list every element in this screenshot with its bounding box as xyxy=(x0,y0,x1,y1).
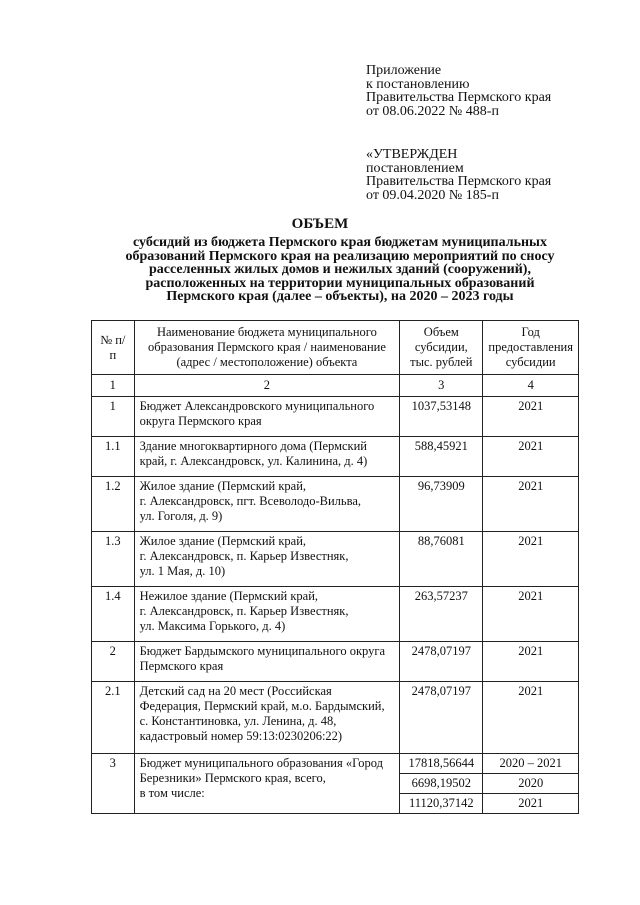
table-row xyxy=(92,437,579,477)
row-volume: 1037,53148 xyxy=(400,397,483,437)
row-year: 2021 xyxy=(483,587,579,642)
subtitle-line: Пермского края (далее – объекты), на 2020 – 2023 годы xyxy=(166,289,514,305)
row-name: Бюджет Александровского муниципального округа Пермского края xyxy=(134,397,400,437)
row-year: 2020 – 2021 xyxy=(483,754,579,774)
row-name: Здание многоквартирного дома (Пермский край, г. Александровск, ул. Калинина, д. 4) xyxy=(134,437,400,477)
row-name: Бюджет Бардымского муниципального округа Пермского края xyxy=(134,642,400,682)
table-row xyxy=(92,642,579,682)
row-num: 3 xyxy=(92,754,135,814)
table-row xyxy=(92,682,579,754)
row-name: Бюджет муниципального образования «Город Березники» Пермского края, всего, в том числе: xyxy=(134,754,400,814)
row-volume: 588,45921 xyxy=(400,437,483,477)
subtitle-line: образований Пермского края на реализацию мероприятий по сносу xyxy=(125,248,555,264)
row-num: 1.1 xyxy=(92,437,135,477)
row-year: 2021 xyxy=(483,642,579,682)
row-num: 2 xyxy=(92,642,135,682)
col-number: 4 xyxy=(483,375,579,397)
document-subtitle xyxy=(100,236,580,304)
row-year: 2020 xyxy=(483,774,579,794)
row-year: 2021 xyxy=(483,794,579,814)
row-volume: 6698,19502 xyxy=(400,774,483,794)
subtitle-line: расположенных на территории муниципальных образований xyxy=(145,275,535,291)
row-volume: 96,73909 xyxy=(400,477,483,532)
table-row xyxy=(92,397,579,437)
row-year: 2021 xyxy=(483,397,579,437)
appendix-block xyxy=(366,64,551,118)
row-num: 1.2 xyxy=(92,477,135,532)
approved-line: «УТВЕРЖДЕН xyxy=(366,147,458,162)
document-title: ОБЪЕМ xyxy=(291,216,349,232)
column-number-row xyxy=(92,375,579,397)
subtitle-line: расселенных жилых домов и нежилых зданий (сооружений), xyxy=(149,262,531,278)
approved-line: Правительства Пермского края xyxy=(366,174,552,189)
table-row xyxy=(92,754,579,774)
row-volume: 88,76081 xyxy=(400,532,483,587)
approved-line: постановлением xyxy=(366,160,464,176)
header-volume: Объем субсидии, тыс. рублей xyxy=(400,321,483,375)
row-year: 2021 xyxy=(483,437,579,477)
row-volume: 2478,07197 xyxy=(400,642,483,682)
approved-block xyxy=(366,148,551,202)
col-number: 3 xyxy=(400,375,483,397)
row-num: 1.4 xyxy=(92,587,135,642)
table-row xyxy=(92,477,579,532)
row-name: Нежилое здание (Пермский край, г. Александровск, п. Карьер Известняк, ул. Максима Горького, д. 4) xyxy=(134,587,400,642)
header-num: № п/п xyxy=(92,321,135,375)
subtitle-line: субсидий из бюджета Пермского края бюджетам муниципальных xyxy=(133,235,547,250)
row-num: 1 xyxy=(92,397,135,437)
appendix-line: от 08.06.2022 № 488-п xyxy=(366,103,499,119)
col-number: 1 xyxy=(92,375,135,397)
header-name: Наименование бюджета муниципального образования Пермского края / наименование (адрес / местоположение) объекта xyxy=(134,321,400,375)
row-volume: 2478,07197 xyxy=(400,682,483,754)
table-header-row xyxy=(92,321,579,375)
col-number: 2 xyxy=(134,375,400,397)
row-name: Жилое здание (Пермский край, г. Александровск, пгт. Всеволодо-Вильва, ул. Гоголя, д. 9) xyxy=(134,477,400,532)
row-name: Детский сад на 20 мест (Российская Федерация, Пермский край, м.о. Бардымский, с. Константиновка, ул. Ленина, д. 48, кадастровый номер 59:13:0230206:22) xyxy=(134,682,400,754)
row-year: 2021 xyxy=(483,532,579,587)
appendix-line: к постановлению xyxy=(366,76,470,92)
row-volume: 17818,56644 xyxy=(400,754,483,774)
table-row xyxy=(92,587,579,642)
header-year: Год предоставления субсидии xyxy=(483,321,579,375)
approved-line: от 09.04.2020 № 185-п xyxy=(366,187,499,203)
row-volume: 11120,37142 xyxy=(400,794,483,814)
subsidy-table xyxy=(91,320,579,814)
row-name: Жилое здание (Пермский край, г. Александровск, п. Карьер Известняк, ул. 1 Мая, д. 10) xyxy=(134,532,400,587)
appendix-line: Приложение xyxy=(366,63,442,78)
appendix-line: Правительства Пермского края xyxy=(366,90,552,105)
row-year: 2021 xyxy=(483,682,579,754)
row-year: 2021 xyxy=(483,477,579,532)
row-num: 2.1 xyxy=(92,682,135,754)
row-volume: 263,57237 xyxy=(400,587,483,642)
row-num: 1.3 xyxy=(92,532,135,587)
table-row xyxy=(92,532,579,587)
